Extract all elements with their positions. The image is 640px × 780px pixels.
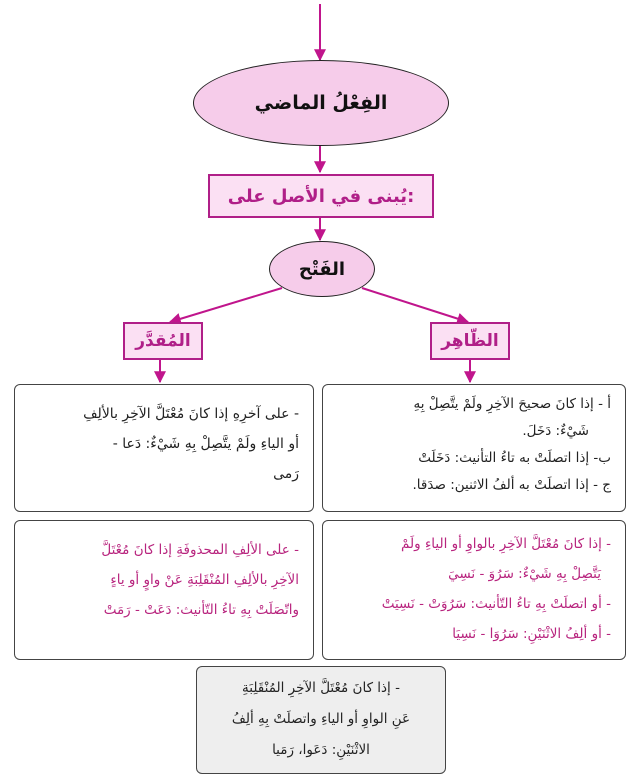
dual-line-1: - إذا كانَ مُعْتَلَّ الآخِرِ المُنْقَلِبَةِ (242, 680, 400, 696)
deleted-alif-line-2: الآخِرِ بالألِفِ المُنْقَلِبَةِ عَنْ واوٍ أو ياءٍ (110, 572, 299, 588)
dual-panel (196, 666, 446, 774)
apparent-node (430, 322, 510, 360)
deleted-alif-line-3: واتّصَلَتْ بِهِ تاءُ التّأنيث: دَعَتْ - رَمَتْ (103, 602, 299, 618)
arrow-fatha-to-apparent (362, 288, 468, 322)
deleted-alif-panel (14, 520, 314, 660)
root-node (193, 60, 449, 146)
apparent-case-a-1: أ - إذا كانَ صحيحَ الآخِرِ ولَمْ يتَّصِلْ بِهِ (413, 396, 611, 412)
arrow-fatha-to-implied (170, 288, 282, 322)
fatha-label: الفَتْح (298, 258, 346, 280)
root-title: الفِعْلُ الماضي (254, 92, 388, 114)
apparent-case-b: ب- إذا اتصلَتْ به تاءُ التأنيث: دَخَلَتْ (418, 450, 611, 466)
implied-node (123, 322, 203, 360)
fatha-node (269, 241, 375, 297)
implied-label: المُقدَّر (135, 331, 191, 351)
waw-ya-panel (322, 520, 626, 660)
implied-panel (14, 384, 314, 512)
deleted-alif-line-1: - على الألِفِ المحذوفَةِ إذا كانَ مُعْتَلَّ (101, 542, 299, 558)
dual-line-2: عَنِ الواوِ أو الياءِ واتصلَتْ بِهِ ألِفُ (231, 711, 411, 727)
built-on-label: يُبنى في الأصل على: (227, 185, 415, 207)
waw-ya-line-2: يَتَّصِلْ بِهِ شَيْءٌ: سَرُوَ - نَسِيَ (448, 566, 601, 582)
apparent-label: الظّاهِر (441, 331, 499, 351)
dual-line-3: الاثْنَيْنِ: دَعَوا، رَمَيا (272, 742, 370, 758)
apparent-panel (322, 384, 626, 512)
implied-case-1: - على آخرِهِ إذا كانَ مُعْتَلَّ الآخِرِ بالألِفِ (83, 406, 299, 422)
implied-case-2: أو الياءِ ولَمْ يتَّصِلْ بِهِ شَيْءٌ: دَعا - (112, 436, 299, 452)
waw-ya-line-4: - أو ألِفُ الاثْنَيْنِ: سَرُوَا - نَسِيَا (452, 626, 611, 642)
apparent-case-a-2: شَيْءٌ: دَخَلَ. (522, 423, 589, 439)
built-on-node (208, 174, 434, 218)
waw-ya-line-3: - أو اتصلَتْ بِهِ تاءُ التّأنيث: سَرُوَتْ - نَسِيَتْ (381, 596, 611, 612)
implied-case-3: رَمى (273, 466, 299, 482)
apparent-case-c: ج - إذا اتصلَتْ به ألفُ الاثنين: صدَقا. (412, 477, 611, 493)
waw-ya-line-1: - إذا كانَ مُعْتَلَّ الآخِرِ بالواوِ أو الياءِ ولَمْ (401, 536, 611, 552)
